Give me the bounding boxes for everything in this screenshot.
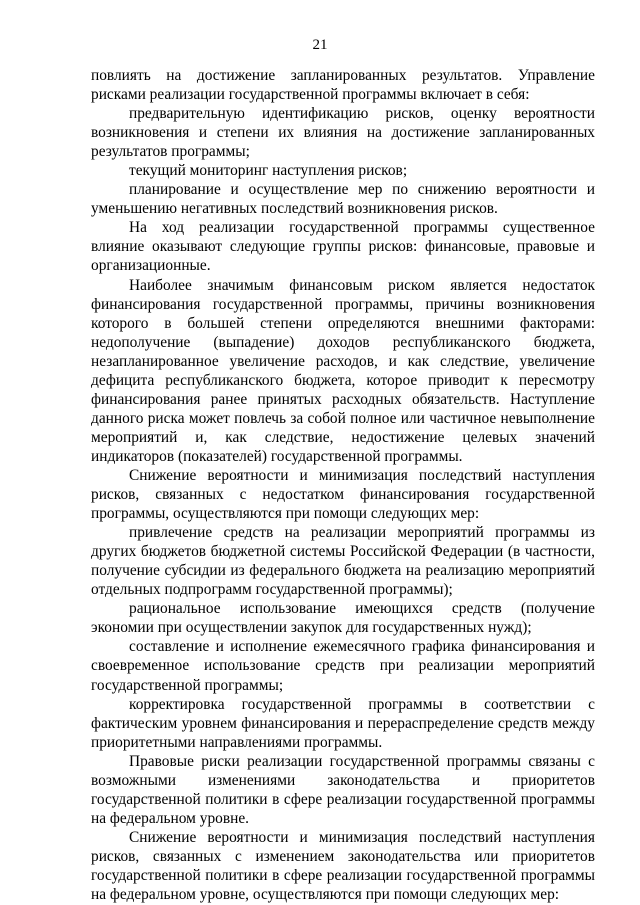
body-text xyxy=(91,66,595,904)
paragraph: текущий мониторинг наступления рисков; xyxy=(129,162,408,180)
paragraph: На ход реализации государственной программы существенное влияние оказывают следующие группы рисков: финансовые, правовые и организационные. xyxy=(91,219,595,275)
paragraph: предварительную идентификацию рисков, оценку вероятности возникновения и степени их влияния на достижение запланированных результатов программы; xyxy=(91,105,595,161)
paragraph: составление и исполнение ежемесячного графика финансирования и своевременное использование средств при реализации мероприятий государственной программы; xyxy=(91,638,595,694)
paragraph: Наиболее значимым финансовым риском является недостаток финансирования государственной программы, причины возникновения которого в большей степени определяются внешними факторами: недополучение (выпадение) доходов республиканского бюджета, незапланированное увеличение расходов, и как следствие, увеличение дефицита республиканского бюджета, которое приводит к пересмотру финансирования ранее принятых расходных обязательств. Наступление данного риска может повлечь за собой полное или частичное невыполнение мероприятий и, как следствие, недостижение целевых значений индикаторов (показателей) государственной программы. xyxy=(91,276,595,465)
paragraph: Снижение вероятности и минимизация последствий наступления рисков, связанных с недостатком финансирования государственной программы, осуществляются при помощи следующих мер: xyxy=(91,466,595,523)
paragraph: корректировка государственной программы в соответствии с фактическим уровнем финансирования и перераспределение средств между приоритетными направлениями программы. xyxy=(91,695,595,751)
paragraph: привлечение средств на реализации мероприятий программы из других бюджетов бюджетной системы Российской Федерации (в частности, получение субсидии из федерального бюджета на реализацию мероприятий отдельных подпрограмм государственной программы); xyxy=(91,524,595,599)
paragraph-continuation: повлиять на достижение запланированных результатов. Управление рисками реализации государственной программы включает в себя: xyxy=(91,67,595,104)
paragraph: Правовые риски реализации государственной программы связаны с возможными изменениями законодательства и приоритетов государственной политики в сфере реализации государственной программы на федеральном уровне. xyxy=(91,752,595,827)
paragraph: Снижение вероятности и минимизация последствий наступления рисков, связанных с изменением законодательства или приоритетов государственной политики в сфере реализации государственной программы на федеральном уровне, осуществляются при помощи следующих мер: xyxy=(91,828,595,904)
paragraph: планирование и осуществление мер по снижению вероятности и уменьшению негативных последствий возникновения рисков. xyxy=(91,181,595,218)
paragraph: рациональное использование имеющихся средств (получение экономии при осуществлении закупок для государственных нужд); xyxy=(91,600,595,637)
page-number: 21 xyxy=(312,37,328,53)
